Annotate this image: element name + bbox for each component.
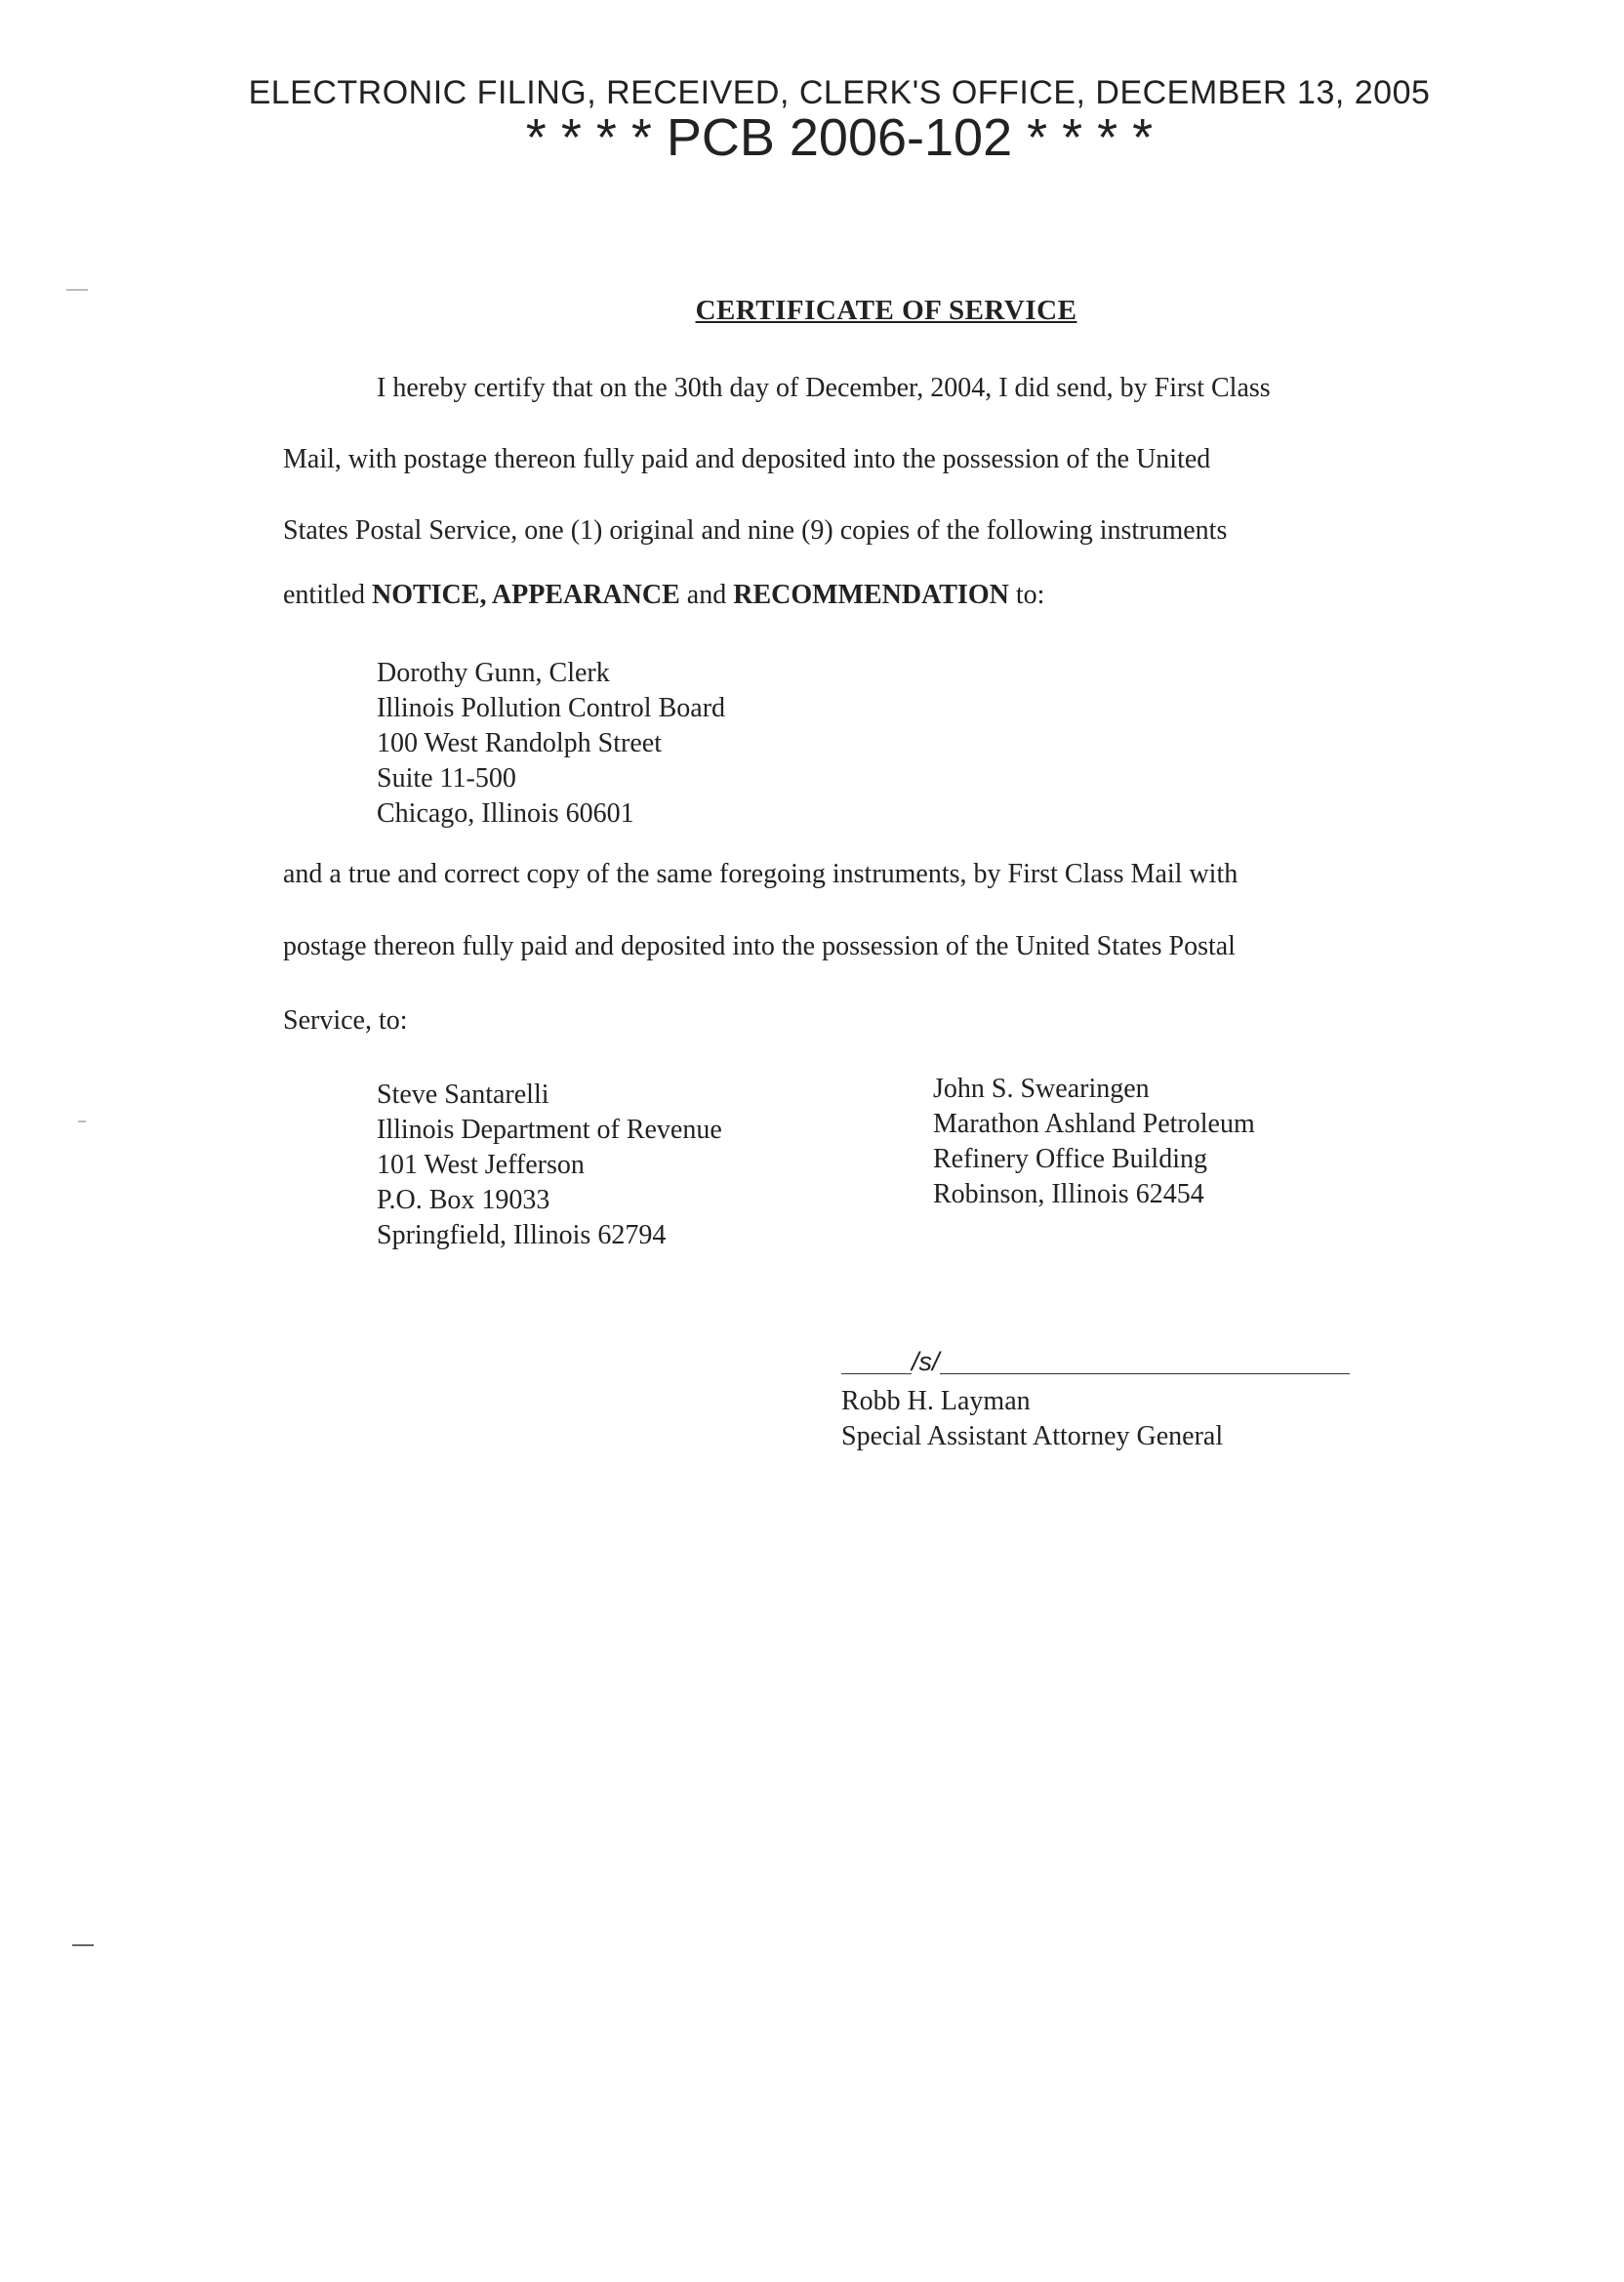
address-building: Refinery Office Building [933, 1144, 1207, 1174]
signature-rule-right [940, 1372, 1350, 1374]
address-organization: Marathon Ashland Petroleum [933, 1109, 1255, 1139]
address-city: Robinson, Illinois 62454 [933, 1179, 1204, 1209]
address-street: 101 West Jefferson [377, 1150, 585, 1180]
filing-stamp-case-number: * * * * PCB 2006-102 * * * * [525, 108, 1154, 167]
paragraph-line: and a true and correct copy of the same foregoing instruments, by First Class Mail with [283, 859, 1238, 889]
paragraph-line: Mail, with postage thereon fully paid and deposited into the possession of the United [283, 444, 1211, 474]
text-fragment: and [679, 580, 734, 610]
instrument-name: RECOMMENDATION [733, 580, 1009, 610]
paragraph-line: I hereby certify that on the 30th day of December, 2004, I did send, by First Class [377, 373, 1271, 403]
text-fragment: entitled [283, 580, 372, 610]
scan-speck [66, 289, 88, 291]
instrument-names: NOTICE, APPEARANCE [371, 580, 680, 610]
document-title: CERTIFICATE OF SERVICE [695, 295, 1077, 326]
address-city: Springfield, Illinois 62794 [377, 1220, 667, 1250]
paragraph-line: States Postal Service, one (1) original and nine (9) copies of the following instruments [283, 515, 1228, 546]
signature-rule-left [841, 1372, 912, 1374]
address-block-revenue [377, 1078, 722, 1253]
scan-speck [72, 1944, 94, 1946]
address-block-clerk [377, 656, 725, 832]
address-po-box: P.O. Box 19033 [377, 1185, 550, 1215]
signer-name: Robb H. Layman [841, 1386, 1031, 1416]
signature-line [841, 1347, 1350, 1382]
paragraph-line-instruments [283, 580, 1044, 611]
address-name: John S. Swearingen [933, 1074, 1150, 1104]
address-street: 100 West Randolph Street [377, 728, 662, 758]
filing-stamp-received-line: ELECTRONIC FILING, RECEIVED, CLERK'S OFFICE, DECEMBER 13, 2005 [248, 74, 1431, 111]
signer-block [841, 1384, 1223, 1454]
paragraph-line: postage thereon fully paid and deposited into the possession of the United States Postal [283, 931, 1236, 961]
address-name: Dorothy Gunn, Clerk [377, 658, 610, 688]
text-fragment: to: [1008, 580, 1045, 610]
paragraph-line: Service, to: [283, 1005, 408, 1036]
address-name: Steve Santarelli [377, 1080, 549, 1110]
address-block-marathon [933, 1072, 1255, 1212]
signature-mark: /s/ [912, 1347, 940, 1376]
address-organization: Illinois Pollution Control Board [377, 693, 726, 723]
address-organization: Illinois Department of Revenue [377, 1115, 722, 1145]
address-city: Chicago, Illinois 60601 [377, 798, 634, 829]
address-suite: Suite 11-500 [377, 763, 516, 794]
scan-speck [78, 1121, 86, 1122]
signer-title: Special Assistant Attorney General [841, 1421, 1224, 1451]
